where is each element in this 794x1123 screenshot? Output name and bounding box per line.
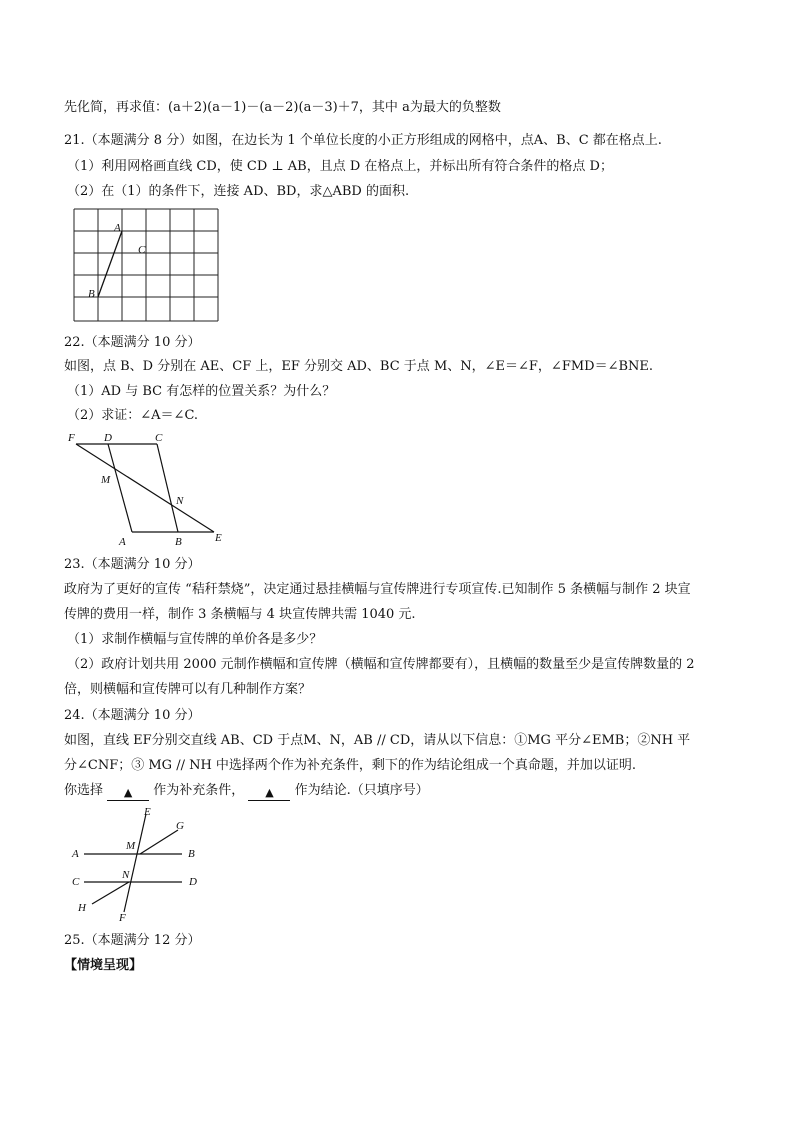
label-a: A <box>114 222 121 234</box>
q21-part1: （1）利用网格画直线 CD，使 CD ⊥ AB，且点 D 在格点上，并标出所有符合条件的格点 D； <box>67 159 613 174</box>
q20-text: 先化简，再求值：(a＋2)(a－1)－(a－2)(a－3)＋7，其中 a为最大的负整数 <box>64 100 501 115</box>
q21-grid-figure <box>70 205 230 330</box>
q23-part2-line2: 倍，则横幅和宣传牌可以有几种制作方案？ <box>64 682 312 697</box>
label-g: G <box>176 820 184 832</box>
label-a: A <box>72 848 79 860</box>
q24-choose-line <box>64 781 429 801</box>
label-e: E <box>215 532 222 544</box>
label-f: F <box>68 432 75 444</box>
label-c: C <box>138 244 146 256</box>
choose-middle: 作为补充条件， <box>153 783 245 798</box>
q23-title: 23.（本题满分 10 分） <box>64 557 201 572</box>
q23-stem-line1: 政府为了更好的宣传 “秸秆禁烧”，决定通过悬挂横幅与宣传牌进行专项宣传.已知制作 5 条横幅与制作 2 块宣 <box>64 582 691 597</box>
label-b: B <box>188 848 195 860</box>
label-d: D <box>104 432 112 444</box>
q23-part1: （1）求制作横幅与宣传牌的单价各是多少？ <box>67 632 323 647</box>
q24-stem-line2: 分∠CNF；③ MG // NH 中选择两个作为补充条件，剩下的作为结论组成一个真命题，并加以证明. <box>64 758 637 773</box>
q24-title: 24.（本题满分 10 分） <box>64 708 201 723</box>
q22-part1: （1）AD 与 BC 有怎样的位置关系？为什么？ <box>67 384 336 399</box>
label-m: M <box>126 840 136 852</box>
q22-part2: （2）求证：∠A＝∠C. <box>67 408 199 423</box>
label-m: M <box>101 474 111 486</box>
label-h: H <box>78 902 86 914</box>
q22-title: 22.（本题满分 10 分） <box>64 335 201 350</box>
label-d: D <box>189 876 197 888</box>
label-a: A <box>119 536 126 548</box>
q22-stem: 如图，点 B、D 分别在 AE、CF 上，EF 分别交 AD、BC 于点 M、N，∠E＝∠F，∠FMD＝∠BNE. <box>64 359 654 374</box>
q24-figure <box>64 804 224 924</box>
label-c: C <box>155 432 163 444</box>
choose-prefix: 你选择 <box>64 783 104 798</box>
answer-blank-conditions[interactable]: ▲ <box>107 786 149 801</box>
label-e: E <box>144 806 151 818</box>
q25-section-heading: 【情境呈现】 <box>64 958 143 973</box>
q21-title: 21.（本题满分 8 分）如图，在边长为 1 个单位长度的小正方形组成的网格中，点A、B、C 都在格点上. <box>64 133 662 148</box>
q22-figure <box>64 428 244 550</box>
q21-part2: （2）在（1）的条件下，连接 AD、BD，求△ABD 的面积. <box>67 184 410 199</box>
q23-part2-line1: （2）政府计划共用 2000 元制作横幅和宣传牌（横幅和宣传牌都要有），且横幅的数量至少是宣传牌数量的 2 <box>67 657 695 672</box>
q23-stem-line2: 传牌的费用一样，制作 3 条横幅与 4 块宣传牌共需 1040 元. <box>64 607 416 622</box>
segment-ab <box>98 231 122 297</box>
label-n: N <box>176 495 184 507</box>
label-c: C <box>72 876 80 888</box>
q24-stem-line1: 如图，直线 EF分别交直线 AB、CD 于点M、N，AB // CD，请从以下信息：①MG 平分∠EMB；②NH 平 <box>64 733 691 748</box>
q25-title: 25.（本题满分 12 分） <box>64 933 201 948</box>
choose-suffix: 作为结论.（只填序号） <box>294 783 429 798</box>
label-b: B <box>88 288 95 300</box>
label-b: B <box>175 536 182 548</box>
label-f: F <box>119 912 126 924</box>
label-n: N <box>122 869 130 881</box>
answer-blank-conclusion[interactable]: ▲ <box>248 786 290 801</box>
